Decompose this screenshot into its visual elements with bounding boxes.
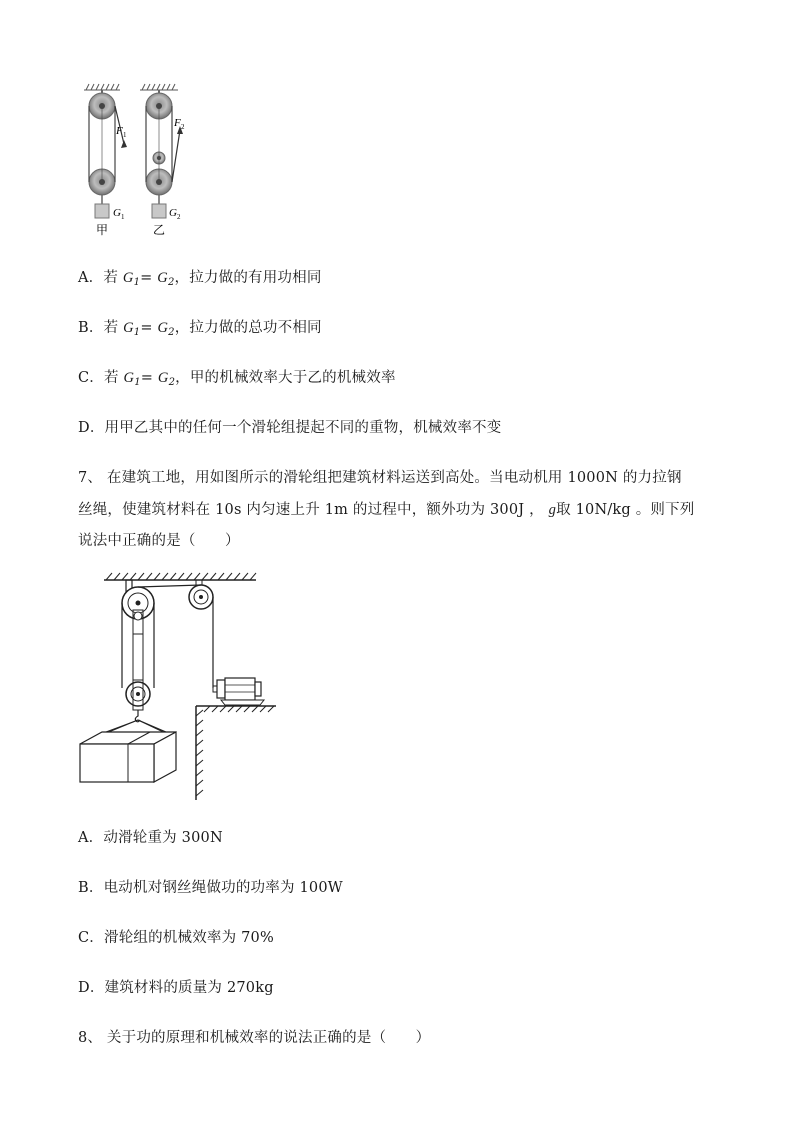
var-sub: 2	[167, 277, 175, 288]
q7-option-d	[78, 976, 274, 997]
option-text: 建筑材料的质量为 270kg	[104, 980, 274, 996]
equals: =	[140, 370, 158, 386]
var-sub: 1	[133, 277, 141, 288]
option-text: ，拉力做的有用功相同	[174, 270, 322, 286]
option-text: 若	[103, 320, 124, 336]
option-text: 动滑轮重为 300N	[103, 830, 223, 846]
var-g: G	[123, 320, 134, 336]
label-f1-sub: 1	[123, 131, 127, 139]
equals: =	[140, 320, 158, 336]
q8-stem-line1: 8、 关于功的原理和机械效率的说法正确的是（ ）	[78, 1030, 431, 1046]
pulley-figure-jia-yi	[78, 82, 198, 242]
var-g: G	[157, 370, 169, 386]
option-letter: B．	[78, 880, 104, 896]
q7-text: 取 10N/kg 。则下列	[556, 502, 695, 518]
label-f1: F	[116, 125, 123, 137]
var-sub: 2	[168, 377, 176, 388]
construction-pulley-figure	[76, 570, 286, 802]
q6-option-b	[78, 316, 322, 337]
q7-option-a	[78, 826, 223, 847]
var-g: G	[123, 370, 135, 386]
q7-option-b	[78, 876, 343, 897]
q7-option-c	[78, 926, 274, 947]
q7-stem-line1: 7、 在建筑工地，用如图所示的滑轮组把建筑材料运送到高处。当电动机用 1000N 的力拉钢	[78, 470, 682, 486]
q6-option-c	[78, 366, 396, 387]
caption-jia: 甲	[96, 223, 109, 237]
option-letter: C．	[78, 930, 104, 946]
q6-option-a	[78, 266, 322, 287]
var-sub: 1	[133, 327, 141, 338]
option-text: 若	[104, 370, 124, 386]
label-g1-sub: 1	[121, 213, 125, 221]
q6-option-d	[78, 416, 501, 437]
caption-yi: 乙	[153, 223, 166, 237]
equals: =	[140, 270, 158, 286]
label-g2-sub: 2	[177, 213, 181, 221]
option-text: ，拉力做的总功不相同	[174, 320, 322, 336]
label-g1: G	[113, 207, 121, 219]
option-letter: A．	[78, 270, 104, 286]
var-g: G	[122, 270, 134, 286]
q7-stem-line3: 说法中正确的是（ ）	[78, 533, 240, 549]
label-g2: G	[169, 207, 177, 219]
option-text: 电动机对钢丝绳做功的功率为 100W	[103, 880, 343, 896]
var-g-lower: g	[548, 502, 557, 518]
option-letter: A．	[78, 830, 104, 846]
var-sub: 2	[168, 327, 175, 338]
var-g: G	[157, 270, 168, 286]
option-letter: B．	[78, 320, 104, 336]
ceiling-left	[84, 84, 120, 90]
option-letter: D．	[78, 420, 105, 436]
q7-text: 丝绳，使建筑材料在 10s 内匀速上升 1m 的过程中，额外功为 300J ，	[78, 502, 549, 518]
option-text: ，甲的机械效率大于乙的机械效率	[175, 370, 396, 386]
option-text: 滑轮组的机械效率为 70%	[104, 930, 274, 946]
label-f2-sub: 2	[181, 123, 185, 131]
option-letter: C．	[78, 370, 104, 386]
label-f2: F	[174, 117, 181, 129]
option-letter: D．	[78, 980, 105, 996]
var-g: G	[157, 320, 169, 336]
q7-stem-line2	[78, 498, 695, 519]
ceiling-right	[140, 84, 178, 90]
option-text: 用甲乙其中的任何一个滑轮组提起不同的重物，机械效率不变	[104, 420, 502, 436]
var-sub: 1	[134, 377, 141, 388]
option-text: 若	[103, 270, 123, 286]
